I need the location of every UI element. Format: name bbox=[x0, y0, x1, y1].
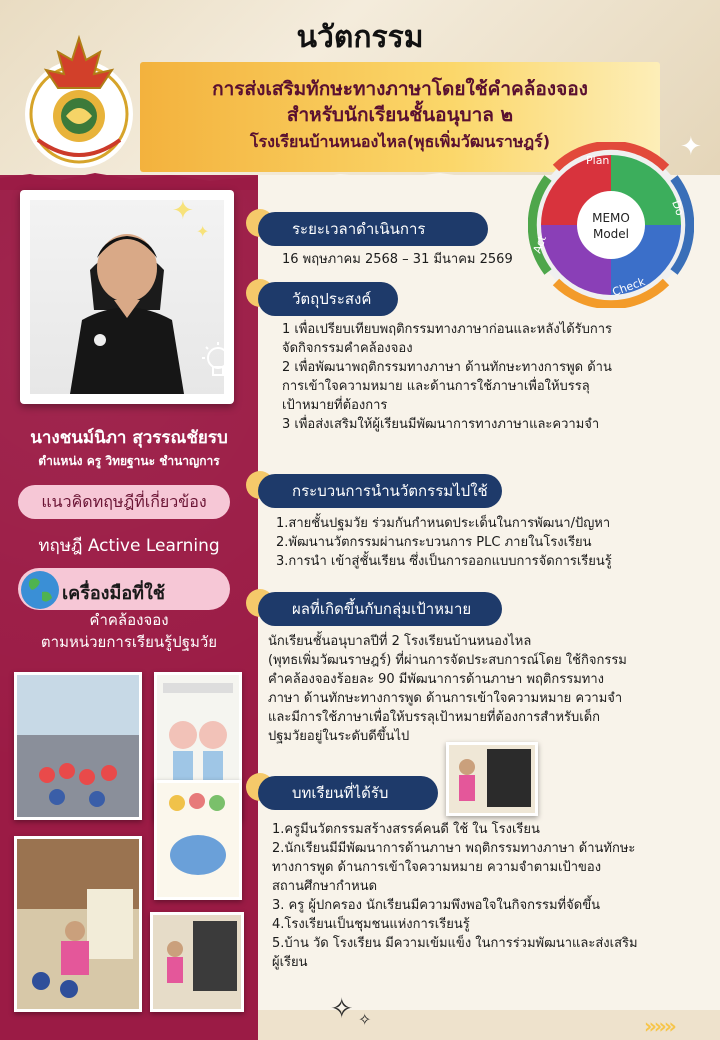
duration-heading: ระยะเวลาดำเนินการ bbox=[258, 212, 488, 246]
objective-line: จัดกิจกรรมคำคล้องจอง bbox=[282, 341, 413, 356]
results-line: และมีการใช้ภาษาเพื่อให้บรรลุเป้าหมายที่ต้องการสำหรับเด็ก bbox=[268, 710, 601, 725]
process-heading: กระบวนการนำนวัตกรรมไปใช้ bbox=[258, 474, 502, 508]
objectives-heading: วัตถุประสงค์ bbox=[258, 282, 398, 316]
sparkle-icon: ✦ bbox=[196, 222, 210, 241]
lesson-line: 5.บ้าน วัด โรงเรียน มีความเข้มแข็ง ในการร่วมพัฒนาและส่งเสริม bbox=[272, 936, 638, 951]
objective-line: เป้าหมายที่ต้องการ bbox=[282, 398, 388, 413]
teacher-teaching-photo bbox=[14, 836, 142, 1012]
lesson-line: สถานศึกษากำหนด bbox=[272, 879, 378, 894]
innovation-title-line2: สำหรับนักเรียนชั้นอนุบาล ๒ bbox=[286, 104, 514, 126]
teacher-position: ตำแหน่ง ครู วิทยฐานะ ชำนาญการ bbox=[38, 454, 220, 468]
lightbulb-icon bbox=[196, 340, 240, 384]
results-line: คำคล้องจองร้อยละ 90 มีพัฒนาการด้านภาษา พฤติกรรมทาง bbox=[268, 672, 604, 687]
sparkle-icon: ✦ bbox=[172, 196, 194, 226]
theory-label-pill: แนวคิดทฤษฎีที่เกี่ยวข้อง bbox=[18, 485, 230, 519]
student-activity-photo bbox=[446, 742, 538, 816]
memo-act-label: Act bbox=[530, 233, 549, 256]
tools-description-line1: คำคล้องจอง bbox=[89, 611, 169, 629]
lesson-line: 4.โรงเรียนเป็นชุมชนแห่งการเรียนรู้ bbox=[272, 917, 470, 932]
lessons-heading: บทเรียนที่ได้รับ bbox=[258, 776, 438, 810]
duration-text: 16 พฤษภาคม 2568 – 31 มีนาคม 2569 bbox=[282, 252, 513, 267]
lesson-line: 2.นักเรียนมีมีพัฒนาการด้านภาษา พฤติกรรมทางภาษา ด้านทักษะ bbox=[272, 841, 636, 856]
results-line: ปฐมวัยอยู่ในระดับดีขึ้นไป bbox=[268, 729, 410, 744]
objective-line: 2 เพื่อพัฒนาพฤติกรรมทางภาษา ด้านทักษะทางการพูด ด้าน bbox=[282, 360, 612, 375]
teacher-photo bbox=[30, 200, 224, 394]
tools-description-line2: ตามหน่วยการเรียนรู้ปฐมวัย bbox=[40, 633, 218, 651]
memo-check-label: Check bbox=[610, 275, 647, 299]
objective-line: การเข้าใจความหมาย และด้านการใช้ภาษาเพื่อให้บรรลุ bbox=[282, 379, 590, 394]
objective-line: 1 เพื่อเปรียบเทียบพฤติกรรมทางภาษาก่อนและหลังได้รับการ bbox=[282, 322, 613, 337]
memo-center-label: MEMO bbox=[592, 211, 630, 225]
theory-value: ทฤษฎี Active Learning bbox=[38, 536, 220, 556]
innovation-title-line1: การส่งเสริมทักษะทางภาษาโดยใช้คำคล้องจอง bbox=[212, 78, 588, 100]
process-list bbox=[276, 514, 612, 571]
lesson-line: 3. ครู ผู้ปกครอง นักเรียนมีความพึงพอใจในกิจกรรมที่จัดขึ้น bbox=[272, 898, 600, 913]
process-line: 3.การนำ เข้าสู่ชั้นเรียน ซึ่งเป็นการออกแบบการจัดการเรียนรู้ bbox=[276, 554, 612, 569]
results-line: (พุทธเพิ่มวัฒนราษฎร์) ที่ผ่านการจัดประสบการณ์โดย ใช้กิจกรรม bbox=[268, 653, 627, 668]
globe-icon bbox=[18, 568, 62, 612]
school-emblem-logo bbox=[20, 30, 138, 170]
school-name: โรงเรียนบ้านหนองไหล(พุธเพิ่มวัฒนราษฎร์) bbox=[249, 132, 551, 151]
memo-center-sublabel: Model bbox=[592, 227, 630, 241]
results-line: ภาษา ด้านทักษะทางการพูด ด้านการเข้าใจความหมาย ความจำ bbox=[268, 691, 623, 706]
classroom-photo bbox=[14, 672, 142, 820]
results-line: นักเรียนชั้นอนุบาลปีที่ 2 โรงเรียนบ้านหนองไหล bbox=[268, 634, 532, 649]
teacher-name: นางชนม์นิภา สุวรรณชัยรบ bbox=[30, 428, 228, 448]
sparkle-icon: ✧ bbox=[358, 1010, 372, 1029]
chevron-right-icon: »»» bbox=[644, 1014, 674, 1038]
process-line: 1.สายชั้นปฐมวัย ร่วมกันกำหนดประเด็นในการพัฒนา/ปัญหา bbox=[276, 516, 611, 531]
sparkle-icon: ✦ bbox=[680, 132, 702, 162]
student-board-photo bbox=[150, 912, 244, 1012]
objectives-list bbox=[282, 320, 612, 434]
results-paragraph bbox=[268, 632, 627, 746]
tools-label: เครื่องมือที่ใช้ bbox=[62, 583, 166, 604]
results-heading: ผลที่เกิดขึ้นกับกลุ่มเป้าหมาย bbox=[258, 592, 502, 626]
process-line: 2.พัฒนานวัตกรรมผ่านกระบวนการ PLC ภายในโรงเรียน bbox=[276, 535, 592, 550]
lesson-line: ทางการพูด ด้านการเข้าใจความหมาย ความจำตามเป้าของ bbox=[272, 860, 602, 875]
page-title: นวัตกรรม bbox=[296, 20, 424, 55]
memo-plan-label: Plan bbox=[586, 154, 610, 167]
poster-photo bbox=[154, 780, 242, 900]
memo-model-diagram bbox=[528, 142, 694, 308]
sparkle-icon: ✧ bbox=[330, 992, 354, 1025]
lesson-line: 1.ครูมีนวัตกรรมสร้างสรรค์คนดี ใช้ ใน โรงเรียน bbox=[272, 822, 540, 837]
lesson-line: ผู้เรียน bbox=[272, 955, 308, 970]
objective-line: 3 เพื่อส่งเสริมให้ผู้เรียนมีพัฒนาการทางภาษาและความจำ bbox=[282, 417, 600, 432]
memo-do-label: Do bbox=[669, 198, 687, 218]
lessons-list bbox=[272, 820, 638, 972]
